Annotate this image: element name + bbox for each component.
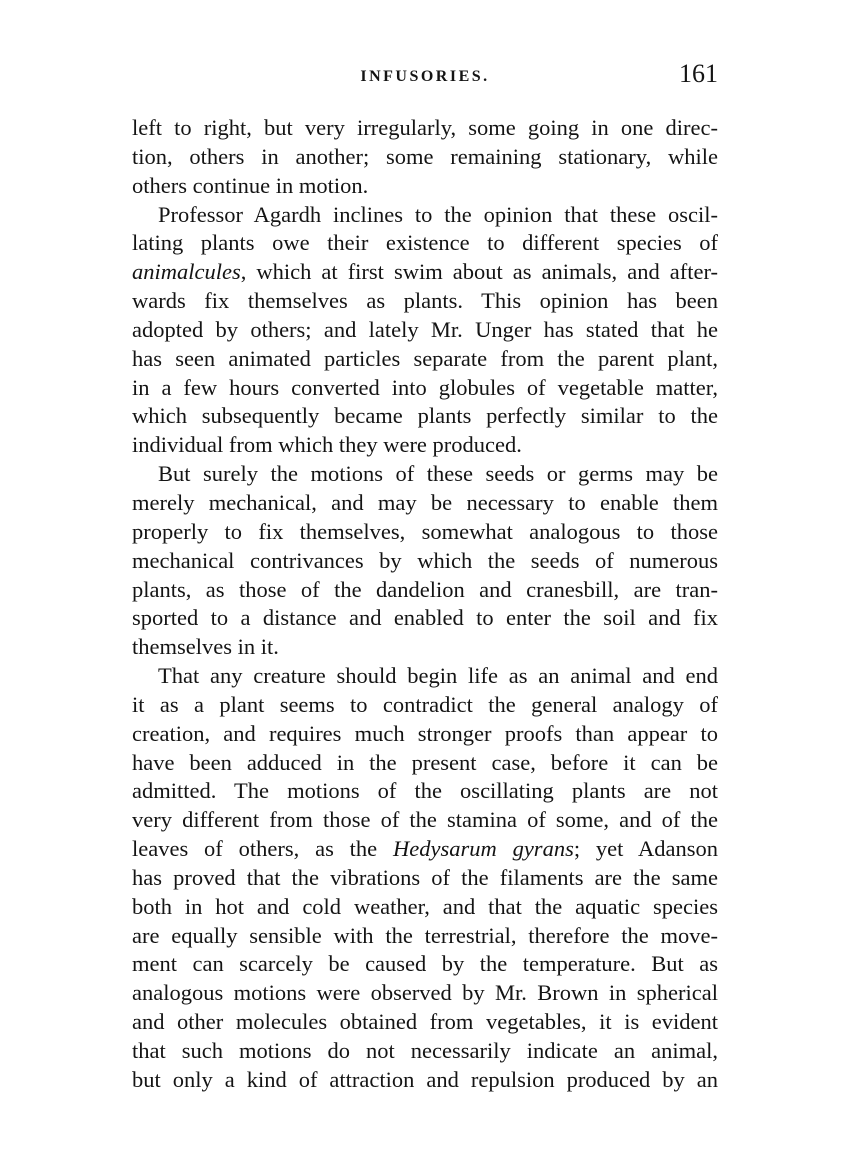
text-line: wards fix themselves as plants. This opinion has been [132, 288, 718, 314]
paragraph-2 [132, 201, 718, 461]
text-line: Professor Agardh inclines to the opinion that these oscil- [158, 201, 718, 227]
paragraph-3 [132, 460, 718, 662]
text-line: That any creature should begin life as an animal and end [158, 663, 718, 689]
page-number: 161 [679, 59, 718, 88]
text-line: but only a kind of attraction and repulsion produced by an [132, 1066, 718, 1092]
text-line: But surely the motions of these seeds or germs may be [158, 461, 718, 487]
running-title: INFUSORIES. [360, 68, 490, 85]
text-line: very different from those of the stamina of some, and of the [132, 807, 718, 833]
text-line: lating plants owe their existence to different species of [132, 230, 718, 256]
text-line: has proved that the vibrations of the filaments are the same [132, 864, 718, 890]
text-line: others continue in motion. [132, 172, 369, 198]
text-line: admitted. The motions of the oscillating plants are not [132, 778, 718, 804]
text-line: ment can scarcely be caused by the temperature. But as [132, 951, 718, 977]
text-line: left to right, but very irregularly, some going in one direc- [132, 115, 718, 140]
paragraph-1 [132, 114, 718, 201]
text-line: plants, as those of the dandelion and cranesbill, are tran- [132, 576, 718, 602]
text-line: adopted by others; and lately Mr. Unger has stated that he [132, 316, 718, 342]
paragraph-4 [132, 662, 718, 1095]
text-line-with-italic: leaves of others, as the Hedysarum gyrans; yet Adanson [132, 836, 718, 862]
italic-term: animalcules [132, 259, 241, 285]
text-line: and other molecules obtained from vegetables, it is evident [132, 1009, 718, 1035]
text-line: that such motions do not necessarily indicate an animal, [132, 1038, 718, 1063]
text-line-with-italic: animalcules, which at first swim about as animals, and after- [132, 259, 718, 285]
text-line: analogous motions were observed by Mr. Brown in spherical [132, 980, 718, 1006]
running-header [132, 56, 718, 96]
text-line: creation, and requires much stronger proofs than appear to [132, 720, 718, 746]
text-line: it as a plant seems to contradict the general analogy of [132, 691, 718, 717]
text-line: individual from which they were produced. [132, 432, 522, 458]
italic-term: Hedysarum gyrans [393, 836, 574, 862]
text-line: both in hot and cold weather, and that the aquatic species [132, 893, 718, 919]
text-line: mechanical contrivances by which the seeds of numerous [132, 547, 718, 573]
body-text [132, 114, 718, 1095]
text-line: which subsequently became plants perfectly similar to the [132, 403, 718, 429]
text-line: themselves in it. [132, 634, 279, 660]
text-line: tion, others in another; some remaining stationary, while [132, 143, 718, 169]
text-line: merely mechanical, and may be necessary to enable them [132, 489, 718, 515]
text-line: sported to a distance and enabled to enter the soil and fix [132, 605, 718, 631]
text-line: are equally sensible with the terrestrial, therefore the move- [132, 922, 718, 948]
text-line: properly to fix themselves, somewhat analogous to those [132, 518, 718, 544]
text-line: has seen animated particles separate from the parent plant, [132, 345, 718, 371]
text-line: have been adduced in the present case, before it can be [132, 749, 718, 775]
text-line: in a few hours converted into globules of vegetable matter, [132, 374, 718, 400]
